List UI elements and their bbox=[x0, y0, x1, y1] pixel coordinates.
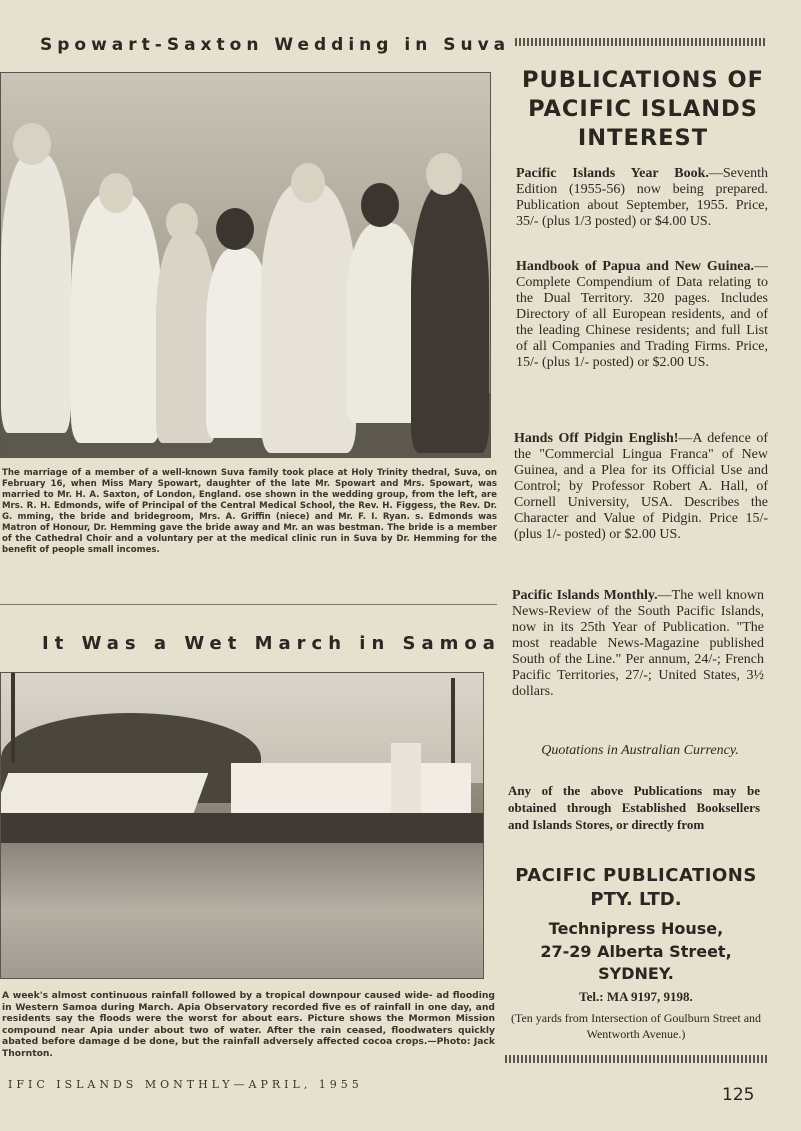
flood-photo bbox=[0, 672, 484, 979]
address-line3: SYDNEY. bbox=[598, 964, 674, 983]
entry-year-book-text: —Seventh Edition (1955-56) now being prepared. Publication about September, 1955. Price, 35/- (plus 1/3 posted) or $4.00 US. bbox=[516, 166, 768, 229]
entry-pidgin-name: Hands Off Pidgin English! bbox=[514, 431, 679, 446]
entry-pim-name: Pacific Islands Monthly. bbox=[512, 588, 658, 603]
publications-title: PUBLICATIONS OF PACIFIC ISLANDS INTEREST bbox=[521, 67, 764, 151]
company-name-line1: PACIFIC PUBLICATIONS bbox=[515, 865, 757, 886]
directions-note: (Ten yards from Intersection of Goulburn Street and Wentworth Avenue.) bbox=[510, 1011, 762, 1041]
decorative-border-bottom bbox=[505, 1055, 767, 1063]
page-number: 125 bbox=[722, 1085, 755, 1105]
entry-year-book-name: Pacific Islands Year Book. bbox=[516, 166, 709, 181]
wedding-photo bbox=[0, 72, 491, 458]
obtain-note: Any of the above Publications may be obtained through Established Booksellers and Islands Stores, or directly from bbox=[508, 783, 760, 832]
wedding-caption: The marriage of a member of a well-known Suva family took place at Holy Trinity thedral, Suva, on February 16, when Miss Mary Spowart, daughter of the late Mr. Spowart and Mrs. Spowart, was married to Mr. H. A. Saxton, of London, England. ose shown in the wedding group, from the left, are Mrs. R. H. Edmonds, wife of Principal of the Central Medical School, the Rev. H. Figgess, the Rev. Dr. G. mming, the bride and bridegroom, Mrs. A. Griffin (niece) and Mr. F. I. Ryan. s. Edmonds was Matron of Honour, Dr. Hemming gave the bride away and Mr. an was bestman. The bride is a member of the Cathedral Choir and a voluntary per at the medical clinic run in Suva by Dr. Hemming for the benefit of people small incomes. bbox=[2, 468, 497, 555]
wedding-heading: Spowart-Saxton Wedding in Suva bbox=[40, 35, 511, 55]
entry-handbook bbox=[516, 259, 768, 371]
entry-year-book bbox=[516, 166, 768, 230]
currency-note: Quotations in Australian Currency. bbox=[541, 743, 739, 758]
telephone: Tel.: MA 9197, 9198. bbox=[579, 989, 693, 1004]
samoa-caption: A week's almost continuous rainfall followed by a tropical downpour caused wide- ad flooding in Western Samoa during March. Apia Observatory recorded five es of rainfall in one day, and residents say the floods were the worst for about ears. Picture shows the Mormon Mission compound near Apia under about two of water. After the rain ceased, floodwaters quickly abated before damage d be done, but the rainfall adversely affected cocoa crops.—Photo: Jack Thornton. bbox=[2, 990, 495, 1059]
entry-pim bbox=[512, 588, 764, 700]
entry-handbook-text: —Complete Compendium of Data relating to the Dual Territory. 320 pages. Includes Directory of all European residents, and of the leading Chinese residents; and full List of all Companies and Trading Firms. Price, 15/- (plus 1/- posted) or $2.00 US. bbox=[516, 259, 768, 370]
address-line2: 27-29 Alberta Street, bbox=[540, 942, 732, 961]
samoa-heading: It Was a Wet March in Samoa bbox=[42, 633, 501, 654]
divider bbox=[0, 604, 497, 605]
entry-pim-text: —The well known News-Review of the South Pacific Islands, now in its 25th Year of Publication. "The most readable News-Magazine published South of the Line." Per annum, 24/-; French Pacific Territories, 27/-; United States, 3½ dollars. bbox=[512, 588, 764, 699]
entry-handbook-name: Handbook of Papua and New Guinea. bbox=[516, 259, 754, 274]
running-footer: IFIC ISLANDS MONTHLY—APRIL, 1955 bbox=[8, 1078, 363, 1091]
address-line1: Technipress House, bbox=[548, 919, 724, 938]
entry-pidgin-text: —A defence of the "Commercial Lingua Franca" of New Guinea, and a Plea for its Official Use and Control; by Professor Robert A. Hall, of Cornell University, USA. Describes the Character and Value of Pidgin. Price 15/- (plus 1/- posted) or $2.00 US. bbox=[514, 431, 768, 542]
entry-pidgin bbox=[514, 431, 768, 543]
company-name-line2: PTY. LTD. bbox=[590, 889, 682, 910]
decorative-border-top bbox=[515, 38, 767, 46]
